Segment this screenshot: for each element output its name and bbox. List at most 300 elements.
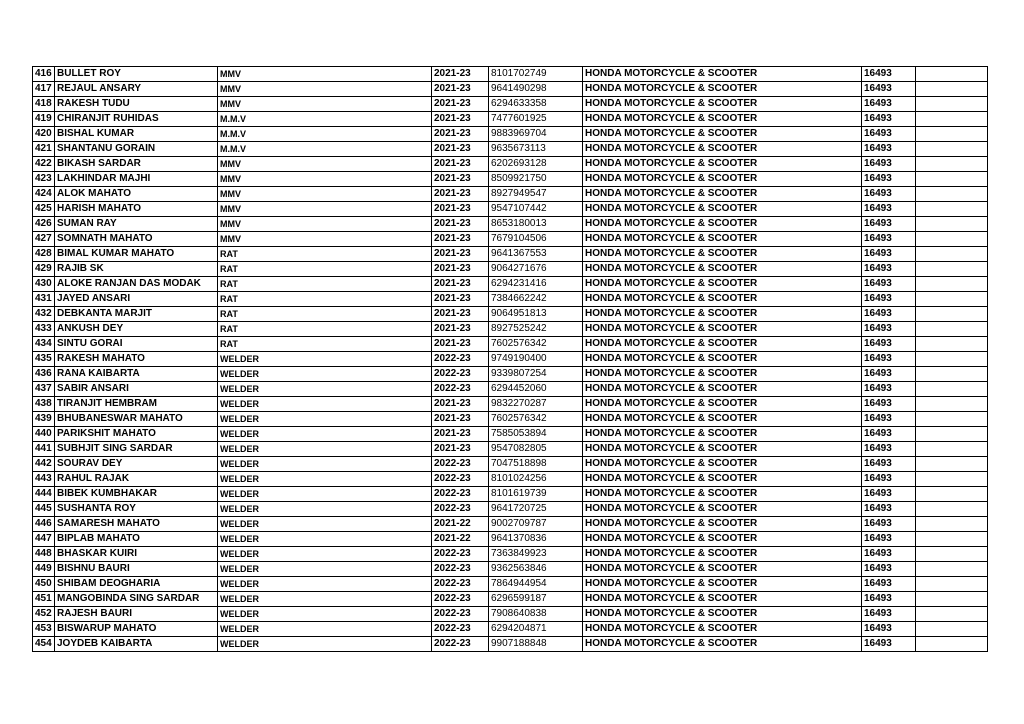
trade-cell: WELDER bbox=[218, 472, 432, 487]
student-name-cell: BISWARUP MAHATO bbox=[55, 622, 218, 637]
company-cell: HONDA MOTORCYCLE & SCOOTER bbox=[583, 352, 862, 367]
trade-cell: WELDER bbox=[218, 412, 432, 427]
session-cell: 2022-23 bbox=[432, 622, 489, 637]
company-cell: HONDA MOTORCYCLE & SCOOTER bbox=[583, 442, 862, 457]
remark-cell bbox=[916, 127, 988, 142]
remark-cell bbox=[916, 607, 988, 622]
table-row bbox=[33, 577, 988, 592]
trade-cell: WELDER bbox=[218, 577, 432, 592]
table-row bbox=[33, 592, 988, 607]
table-row bbox=[33, 622, 988, 637]
session-cell: 2021-23 bbox=[432, 232, 489, 247]
session-cell: 2021-23 bbox=[432, 127, 489, 142]
phone-cell: 9641490298 bbox=[489, 82, 583, 97]
phone-cell: 8101619739 bbox=[489, 487, 583, 502]
student-name-cell: SHIBAM DEOGHARIA bbox=[55, 577, 218, 592]
student-name-cell: BHUBANESWAR MAHATO bbox=[55, 412, 218, 427]
session-cell: 2022-23 bbox=[432, 547, 489, 562]
company-cell: HONDA MOTORCYCLE & SCOOTER bbox=[583, 592, 862, 607]
phone-cell: 9749190400 bbox=[489, 352, 583, 367]
student-name-cell: SUMAN RAY bbox=[55, 217, 218, 232]
trade-cell: MMV bbox=[218, 172, 432, 187]
trade-cell: MMV bbox=[218, 187, 432, 202]
session-cell: 2022-23 bbox=[432, 577, 489, 592]
company-cell: HONDA MOTORCYCLE & SCOOTER bbox=[583, 412, 862, 427]
table-row bbox=[33, 637, 988, 652]
student-name-cell: MANGOBINDA SING SARDAR bbox=[55, 592, 218, 607]
serial-cell: 447 bbox=[33, 532, 55, 547]
table-row bbox=[33, 382, 988, 397]
remark-cell bbox=[916, 247, 988, 262]
student-name-cell: HARISH MAHATO bbox=[55, 202, 218, 217]
phone-cell: 7047518898 bbox=[489, 457, 583, 472]
remark-cell bbox=[916, 187, 988, 202]
trade-cell: WELDER bbox=[218, 547, 432, 562]
phone-cell: 7679104506 bbox=[489, 232, 583, 247]
company-cell: HONDA MOTORCYCLE & SCOOTER bbox=[583, 82, 862, 97]
session-cell: 2021-23 bbox=[432, 412, 489, 427]
salary-cell: 16493 bbox=[862, 112, 916, 127]
company-cell: HONDA MOTORCYCLE & SCOOTER bbox=[583, 202, 862, 217]
serial-cell: 424 bbox=[33, 187, 55, 202]
session-cell: 2021-22 bbox=[432, 517, 489, 532]
salary-cell: 16493 bbox=[862, 532, 916, 547]
session-cell: 2022-23 bbox=[432, 367, 489, 382]
company-cell: HONDA MOTORCYCLE & SCOOTER bbox=[583, 172, 862, 187]
table-row bbox=[33, 127, 988, 142]
phone-cell: 9883969704 bbox=[489, 127, 583, 142]
company-cell: HONDA MOTORCYCLE & SCOOTER bbox=[583, 187, 862, 202]
phone-cell: 9339807254 bbox=[489, 367, 583, 382]
serial-cell: 440 bbox=[33, 427, 55, 442]
student-name-cell: PARIKSHIT MAHATO bbox=[55, 427, 218, 442]
remark-cell bbox=[916, 82, 988, 97]
serial-cell: 452 bbox=[33, 607, 55, 622]
remark-cell bbox=[916, 262, 988, 277]
phone-cell: 7585053894 bbox=[489, 427, 583, 442]
trade-cell: WELDER bbox=[218, 367, 432, 382]
remark-cell bbox=[916, 532, 988, 547]
remark-cell bbox=[916, 337, 988, 352]
serial-cell: 438 bbox=[33, 397, 55, 412]
student-name-cell: RAKESH MAHATO bbox=[55, 352, 218, 367]
trade-cell: RAT bbox=[218, 247, 432, 262]
company-cell: HONDA MOTORCYCLE & SCOOTER bbox=[583, 367, 862, 382]
trade-cell: WELDER bbox=[218, 622, 432, 637]
student-name-cell: SAMARESH MAHATO bbox=[55, 517, 218, 532]
remark-cell bbox=[916, 142, 988, 157]
serial-cell: 429 bbox=[33, 262, 55, 277]
salary-cell: 16493 bbox=[862, 637, 916, 652]
company-cell: HONDA MOTORCYCLE & SCOOTER bbox=[583, 247, 862, 262]
phone-cell: 9547082805 bbox=[489, 442, 583, 457]
table-row bbox=[33, 367, 988, 382]
trade-cell: RAT bbox=[218, 322, 432, 337]
remark-cell bbox=[916, 382, 988, 397]
student-name-cell: JOYDEB KAIBARTA bbox=[55, 637, 218, 652]
company-cell: HONDA MOTORCYCLE & SCOOTER bbox=[583, 292, 862, 307]
student-name-cell: TIRANJIT HEMBRAM bbox=[55, 397, 218, 412]
serial-cell: 445 bbox=[33, 502, 55, 517]
student-name-cell: RAJESH BAURI bbox=[55, 607, 218, 622]
phone-cell: 8101024256 bbox=[489, 472, 583, 487]
session-cell: 2021-23 bbox=[432, 307, 489, 322]
table-body bbox=[33, 67, 988, 652]
session-cell: 2022-23 bbox=[432, 592, 489, 607]
salary-cell: 16493 bbox=[862, 622, 916, 637]
student-name-cell: SINTU GORAI bbox=[55, 337, 218, 352]
table-row bbox=[33, 532, 988, 547]
trade-cell: RAT bbox=[218, 262, 432, 277]
phone-cell: 7363849923 bbox=[489, 547, 583, 562]
trade-cell: MMV bbox=[218, 202, 432, 217]
serial-cell: 453 bbox=[33, 622, 55, 637]
remark-cell bbox=[916, 427, 988, 442]
student-name-cell: JAYED ANSARI bbox=[55, 292, 218, 307]
student-name-cell: ALOKE RANJAN DAS MODAK bbox=[55, 277, 218, 292]
phone-cell: 6202693128 bbox=[489, 157, 583, 172]
salary-cell: 16493 bbox=[862, 382, 916, 397]
phone-cell: 8927949547 bbox=[489, 187, 583, 202]
student-name-cell: RAJIB SK bbox=[55, 262, 218, 277]
remark-cell bbox=[916, 397, 988, 412]
session-cell: 2021-23 bbox=[432, 97, 489, 112]
remark-cell bbox=[916, 622, 988, 637]
salary-cell: 16493 bbox=[862, 127, 916, 142]
salary-cell: 16493 bbox=[862, 472, 916, 487]
table-row bbox=[33, 172, 988, 187]
remark-cell bbox=[916, 112, 988, 127]
remark-cell bbox=[916, 442, 988, 457]
student-name-cell: RANA KAIBARTA bbox=[55, 367, 218, 382]
remark-cell bbox=[916, 367, 988, 382]
phone-cell: 9641367553 bbox=[489, 247, 583, 262]
phone-cell: 8927525242 bbox=[489, 322, 583, 337]
student-name-cell: BIPLAB MAHATO bbox=[55, 532, 218, 547]
serial-cell: 446 bbox=[33, 517, 55, 532]
session-cell: 2022-23 bbox=[432, 502, 489, 517]
session-cell: 2021-23 bbox=[432, 427, 489, 442]
company-cell: HONDA MOTORCYCLE & SCOOTER bbox=[583, 502, 862, 517]
phone-cell: 7864944954 bbox=[489, 577, 583, 592]
student-name-cell: BIMAL KUMAR MAHATO bbox=[55, 247, 218, 262]
student-name-cell: RAHUL RAJAK bbox=[55, 472, 218, 487]
trade-cell: RAT bbox=[218, 337, 432, 352]
salary-cell: 16493 bbox=[862, 517, 916, 532]
remark-cell bbox=[916, 217, 988, 232]
salary-cell: 16493 bbox=[862, 172, 916, 187]
table-row bbox=[33, 412, 988, 427]
serial-cell: 454 bbox=[33, 637, 55, 652]
session-cell: 2022-23 bbox=[432, 637, 489, 652]
student-name-cell: BIKASH SARDAR bbox=[55, 157, 218, 172]
salary-cell: 16493 bbox=[862, 322, 916, 337]
company-cell: HONDA MOTORCYCLE & SCOOTER bbox=[583, 307, 862, 322]
student-name-cell: LAKHINDAR MAJHI bbox=[55, 172, 218, 187]
remark-cell bbox=[916, 292, 988, 307]
phone-cell: 6294452060 bbox=[489, 382, 583, 397]
table-row bbox=[33, 307, 988, 322]
company-cell: HONDA MOTORCYCLE & SCOOTER bbox=[583, 277, 862, 292]
table-row bbox=[33, 337, 988, 352]
session-cell: 2021-23 bbox=[432, 442, 489, 457]
phone-cell: 7602576342 bbox=[489, 412, 583, 427]
trade-cell: WELDER bbox=[218, 382, 432, 397]
table-row bbox=[33, 232, 988, 247]
company-cell: HONDA MOTORCYCLE & SCOOTER bbox=[583, 457, 862, 472]
salary-cell: 16493 bbox=[862, 592, 916, 607]
table-row bbox=[33, 97, 988, 112]
student-name-cell: DEBKANTA MARJIT bbox=[55, 307, 218, 322]
table-row bbox=[33, 262, 988, 277]
remark-cell bbox=[916, 577, 988, 592]
phone-cell: 8653180013 bbox=[489, 217, 583, 232]
salary-cell: 16493 bbox=[862, 232, 916, 247]
salary-cell: 16493 bbox=[862, 607, 916, 622]
session-cell: 2022-23 bbox=[432, 487, 489, 502]
salary-cell: 16493 bbox=[862, 412, 916, 427]
phone-cell: 9362563846 bbox=[489, 562, 583, 577]
table-row bbox=[33, 517, 988, 532]
serial-cell: 432 bbox=[33, 307, 55, 322]
trade-cell: RAT bbox=[218, 292, 432, 307]
table-row bbox=[33, 607, 988, 622]
serial-cell: 439 bbox=[33, 412, 55, 427]
session-cell: 2021-23 bbox=[432, 397, 489, 412]
phone-cell: 9635673113 bbox=[489, 142, 583, 157]
table-row bbox=[33, 142, 988, 157]
serial-cell: 422 bbox=[33, 157, 55, 172]
phone-cell: 9641720725 bbox=[489, 502, 583, 517]
salary-cell: 16493 bbox=[862, 262, 916, 277]
company-cell: HONDA MOTORCYCLE & SCOOTER bbox=[583, 487, 862, 502]
company-cell: HONDA MOTORCYCLE & SCOOTER bbox=[583, 337, 862, 352]
table-row bbox=[33, 157, 988, 172]
remark-cell bbox=[916, 472, 988, 487]
company-cell: HONDA MOTORCYCLE & SCOOTER bbox=[583, 232, 862, 247]
salary-cell: 16493 bbox=[862, 442, 916, 457]
salary-cell: 16493 bbox=[862, 547, 916, 562]
company-cell: HONDA MOTORCYCLE & SCOOTER bbox=[583, 577, 862, 592]
remark-cell bbox=[916, 637, 988, 652]
company-cell: HONDA MOTORCYCLE & SCOOTER bbox=[583, 427, 862, 442]
company-cell: HONDA MOTORCYCLE & SCOOTER bbox=[583, 127, 862, 142]
student-name-cell: BISHNU BAURI bbox=[55, 562, 218, 577]
session-cell: 2022-23 bbox=[432, 457, 489, 472]
remark-cell bbox=[916, 352, 988, 367]
serial-cell: 416 bbox=[33, 67, 55, 82]
remark-cell bbox=[916, 592, 988, 607]
remark-cell bbox=[916, 232, 988, 247]
phone-cell: 6296599187 bbox=[489, 592, 583, 607]
session-cell: 2021-23 bbox=[432, 172, 489, 187]
trade-cell: MMV bbox=[218, 67, 432, 82]
remark-cell bbox=[916, 157, 988, 172]
remark-cell bbox=[916, 487, 988, 502]
company-cell: HONDA MOTORCYCLE & SCOOTER bbox=[583, 547, 862, 562]
company-cell: HONDA MOTORCYCLE & SCOOTER bbox=[583, 322, 862, 337]
table-row bbox=[33, 322, 988, 337]
serial-cell: 441 bbox=[33, 442, 55, 457]
phone-cell: 9641370836 bbox=[489, 532, 583, 547]
session-cell: 2021-23 bbox=[432, 247, 489, 262]
session-cell: 2021-23 bbox=[432, 217, 489, 232]
remark-cell bbox=[916, 517, 988, 532]
table-row bbox=[33, 67, 988, 82]
company-cell: HONDA MOTORCYCLE & SCOOTER bbox=[583, 382, 862, 397]
table-row bbox=[33, 202, 988, 217]
session-cell: 2022-23 bbox=[432, 562, 489, 577]
salary-cell: 16493 bbox=[862, 217, 916, 232]
session-cell: 2021-23 bbox=[432, 82, 489, 97]
session-cell: 2021-23 bbox=[432, 67, 489, 82]
table-row bbox=[33, 397, 988, 412]
remark-cell bbox=[916, 277, 988, 292]
salary-cell: 16493 bbox=[862, 352, 916, 367]
company-cell: HONDA MOTORCYCLE & SCOOTER bbox=[583, 607, 862, 622]
phone-cell: 6294633358 bbox=[489, 97, 583, 112]
table-row bbox=[33, 217, 988, 232]
session-cell: 2021-22 bbox=[432, 532, 489, 547]
phone-cell: 9547107442 bbox=[489, 202, 583, 217]
company-cell: HONDA MOTORCYCLE & SCOOTER bbox=[583, 97, 862, 112]
session-cell: 2021-23 bbox=[432, 112, 489, 127]
table-row bbox=[33, 277, 988, 292]
serial-cell: 437 bbox=[33, 382, 55, 397]
company-cell: HONDA MOTORCYCLE & SCOOTER bbox=[583, 517, 862, 532]
remark-cell bbox=[916, 97, 988, 112]
trade-cell: WELDER bbox=[218, 352, 432, 367]
trade-cell: WELDER bbox=[218, 397, 432, 412]
session-cell: 2021-23 bbox=[432, 337, 489, 352]
salary-cell: 16493 bbox=[862, 502, 916, 517]
session-cell: 2021-23 bbox=[432, 202, 489, 217]
table-row bbox=[33, 187, 988, 202]
session-cell: 2021-23 bbox=[432, 187, 489, 202]
serial-cell: 444 bbox=[33, 487, 55, 502]
table-row bbox=[33, 457, 988, 472]
table-row bbox=[33, 292, 988, 307]
session-cell: 2021-23 bbox=[432, 142, 489, 157]
trade-cell: WELDER bbox=[218, 592, 432, 607]
remark-cell bbox=[916, 412, 988, 427]
serial-cell: 425 bbox=[33, 202, 55, 217]
phone-cell: 7908640838 bbox=[489, 607, 583, 622]
salary-cell: 16493 bbox=[862, 457, 916, 472]
phone-cell: 7602576342 bbox=[489, 337, 583, 352]
trade-cell: MMV bbox=[218, 82, 432, 97]
serial-cell: 433 bbox=[33, 322, 55, 337]
serial-cell: 451 bbox=[33, 592, 55, 607]
salary-cell: 16493 bbox=[862, 307, 916, 322]
serial-cell: 420 bbox=[33, 127, 55, 142]
student-name-cell: SOURAV DEY bbox=[55, 457, 218, 472]
serial-cell: 423 bbox=[33, 172, 55, 187]
company-cell: HONDA MOTORCYCLE & SCOOTER bbox=[583, 262, 862, 277]
serial-cell: 436 bbox=[33, 367, 55, 382]
session-cell: 2021-23 bbox=[432, 292, 489, 307]
phone-cell: 9907188848 bbox=[489, 637, 583, 652]
serial-cell: 431 bbox=[33, 292, 55, 307]
phone-cell: 8509921750 bbox=[489, 172, 583, 187]
serial-cell: 442 bbox=[33, 457, 55, 472]
serial-cell: 417 bbox=[33, 82, 55, 97]
remark-cell bbox=[916, 172, 988, 187]
student-name-cell: BISHAL KUMAR bbox=[55, 127, 218, 142]
table-row bbox=[33, 562, 988, 577]
salary-cell: 16493 bbox=[862, 157, 916, 172]
session-cell: 2022-23 bbox=[432, 382, 489, 397]
company-cell: HONDA MOTORCYCLE & SCOOTER bbox=[583, 562, 862, 577]
salary-cell: 16493 bbox=[862, 142, 916, 157]
company-cell: HONDA MOTORCYCLE & SCOOTER bbox=[583, 112, 862, 127]
table-row bbox=[33, 472, 988, 487]
salary-cell: 16493 bbox=[862, 397, 916, 412]
serial-cell: 430 bbox=[33, 277, 55, 292]
student-name-cell: ANKUSH DEY bbox=[55, 322, 218, 337]
student-name-cell: SHANTANU GORAIN bbox=[55, 142, 218, 157]
company-cell: HONDA MOTORCYCLE & SCOOTER bbox=[583, 472, 862, 487]
table-row bbox=[33, 547, 988, 562]
serial-cell: 434 bbox=[33, 337, 55, 352]
remark-cell bbox=[916, 547, 988, 562]
table-row bbox=[33, 487, 988, 502]
salary-cell: 16493 bbox=[862, 367, 916, 382]
serial-cell: 443 bbox=[33, 472, 55, 487]
table-row bbox=[33, 427, 988, 442]
student-name-cell: SOMNATH MAHATO bbox=[55, 232, 218, 247]
student-name-cell: SUSHANTA ROY bbox=[55, 502, 218, 517]
trade-cell: WELDER bbox=[218, 562, 432, 577]
session-cell: 2022-23 bbox=[432, 607, 489, 622]
phone-cell: 7477601925 bbox=[489, 112, 583, 127]
salary-cell: 16493 bbox=[862, 292, 916, 307]
remark-cell bbox=[916, 562, 988, 577]
table-row bbox=[33, 247, 988, 262]
student-name-cell: BHASKAR KUIRI bbox=[55, 547, 218, 562]
salary-cell: 16493 bbox=[862, 337, 916, 352]
salary-cell: 16493 bbox=[862, 67, 916, 82]
remark-cell bbox=[916, 67, 988, 82]
table-row bbox=[33, 82, 988, 97]
serial-cell: 435 bbox=[33, 352, 55, 367]
phone-cell: 8101702749 bbox=[489, 67, 583, 82]
trade-cell: WELDER bbox=[218, 442, 432, 457]
phone-cell: 7384662242 bbox=[489, 292, 583, 307]
salary-cell: 16493 bbox=[862, 427, 916, 442]
student-name-cell: ALOK MAHATO bbox=[55, 187, 218, 202]
company-cell: HONDA MOTORCYCLE & SCOOTER bbox=[583, 157, 862, 172]
company-cell: HONDA MOTORCYCLE & SCOOTER bbox=[583, 397, 862, 412]
serial-cell: 450 bbox=[33, 577, 55, 592]
student-name-cell: CHIRANJIT RUHIDAS bbox=[55, 112, 218, 127]
session-cell: 2022-23 bbox=[432, 352, 489, 367]
trade-cell: RAT bbox=[218, 277, 432, 292]
trade-cell: RAT bbox=[218, 307, 432, 322]
phone-cell: 9064271676 bbox=[489, 262, 583, 277]
phone-cell: 9002709787 bbox=[489, 517, 583, 532]
trade-cell: M.M.V bbox=[218, 112, 432, 127]
session-cell: 2021-23 bbox=[432, 157, 489, 172]
company-cell: HONDA MOTORCYCLE & SCOOTER bbox=[583, 532, 862, 547]
serial-cell: 427 bbox=[33, 232, 55, 247]
salary-cell: 16493 bbox=[862, 487, 916, 502]
remark-cell bbox=[916, 457, 988, 472]
salary-cell: 16493 bbox=[862, 562, 916, 577]
student-name-cell: BIBEK KUMBHAKAR bbox=[55, 487, 218, 502]
phone-cell: 6294204871 bbox=[489, 622, 583, 637]
session-cell: 2021-23 bbox=[432, 322, 489, 337]
